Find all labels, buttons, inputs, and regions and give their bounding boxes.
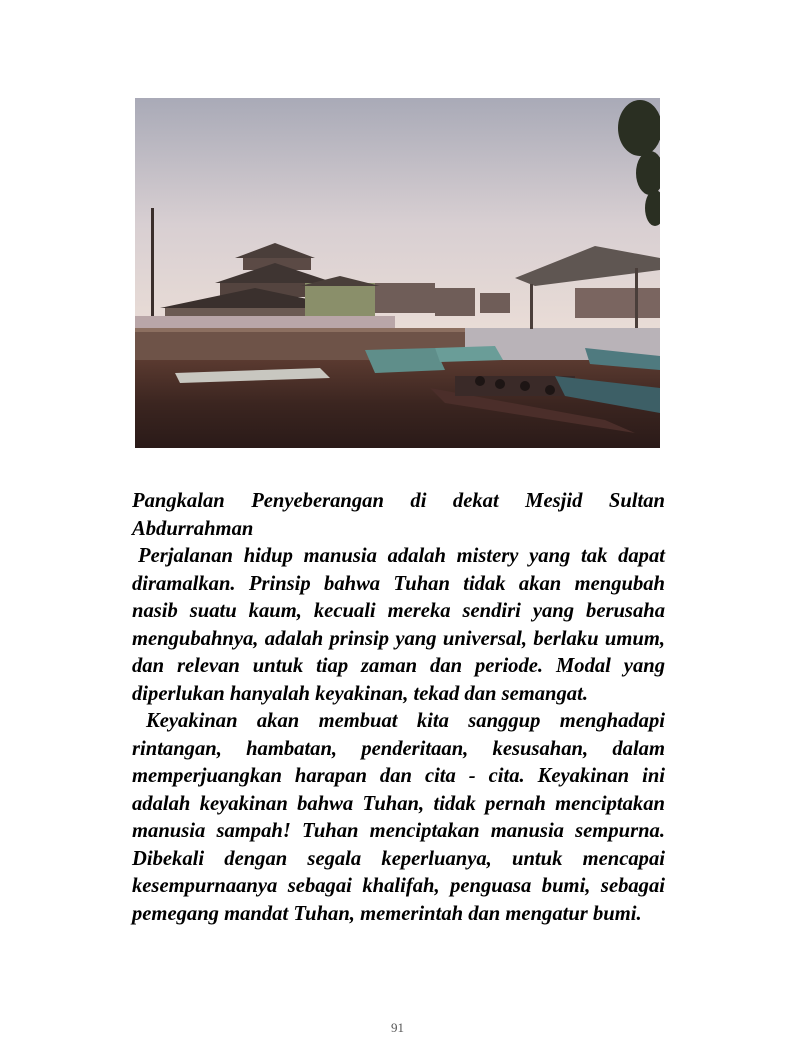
utility-pole [151,208,154,328]
river-harbor-photo [135,98,660,448]
body-text [132,488,665,928]
photo-caption: Pangkalan Penyeberangan di dekat Mesjid Sultan Abdurrahman [132,490,665,540]
page-number: 91 [391,1020,404,1035]
photo-illustration [135,98,660,448]
paragraph-1: Perjalanan hidup manusia adalah mistery yang tak dapat diramalkan. Prinsip bahwa Tuhan tidak akan mengubah nasib suatu kaum, kecuali mereka sendiri yang berusaha mengubahnya, adalah prinsip yang universal, berlaku umum, dan relevan untuk tiap zaman dan periode. Modal yang diperlukan hanyalah keyakinan, tekad dan semangat. [132,545,665,705]
crowd [135,316,395,330]
paragraph-2: Keyakinan akan membuat kita sanggup menghadapi rintangan, hambatan, penderitaan, kesusahan, dalam memperjuangkan harapan dan cita - cita. Keyakinan ini adalah keyakinan bahwa Tuhan, tidak pernah menciptakan manusia sampah! Tuhan menciptakan manusia sempurna. Dibekali dengan segala keperluanya, untuk mencapai kesempurnaanya sebagai khalifah, penguasa bumi, sebagai pemegang mandat Tuhan, memerintah dan mengatur bumi. [132,710,665,925]
